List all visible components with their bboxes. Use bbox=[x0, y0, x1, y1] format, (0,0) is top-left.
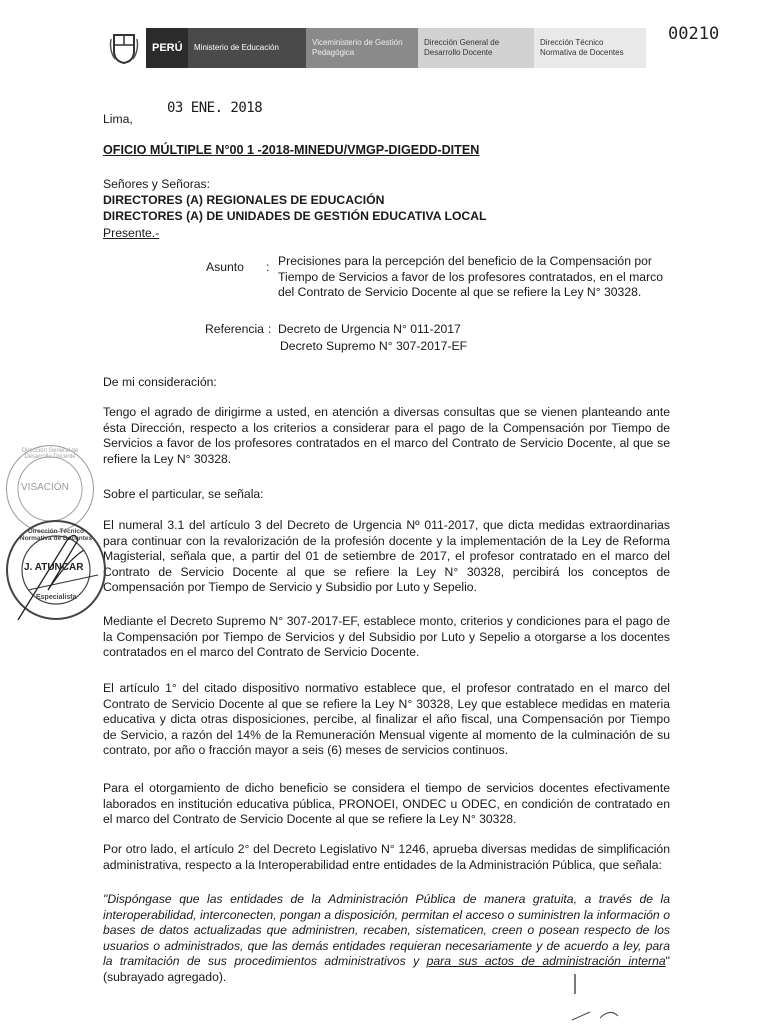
presente-label: Presente.- bbox=[103, 226, 160, 240]
quote-tail: " (subrayado agregado). bbox=[103, 954, 670, 984]
paragraph-1: Tengo el agrado de dirigirme a usted, en atención a diversas consultas que se vienen planteando ante ésta Dirección, respecto a los criterios a considerar para el pago de la Compensación por Tiempo de Servicios a favor de los profesores contratados en el marco del Contrato de Servicio Docente, al que se refiere la Ley N° 30328. bbox=[103, 405, 670, 466]
referencia-item-1: Decreto de Urgencia N° 011-2017 bbox=[278, 322, 461, 336]
referencia-label: Referencia bbox=[205, 322, 264, 336]
technical-direction-label: Dirección Técnico Normativa de Docentes bbox=[534, 28, 646, 68]
paragraph-4: Mediante el Decreto Supremo N° 307-2017-EF, establece monto, criterios y condiciones para el pago de la Compensación por Tiempo de Servicios y del Subsidio por Luto y Sepelio a otorgarse a los docentes contratados en el marco del Contrato de Servicio Docente. bbox=[103, 614, 670, 660]
recipient-2: DIRECTORES (A) DE UNIDADES DE GESTIÓN EDUCATIVA LOCAL bbox=[103, 209, 487, 223]
stamp-2-ring-text: Dirección Técnico Normativa de Docentes bbox=[19, 528, 93, 542]
coat-of-arms-icon bbox=[106, 28, 142, 68]
stamp-1-ring-text: Dirección General de Desarrollo Docente bbox=[21, 448, 79, 460]
asunto-text: Precisiones para la percepción del beneficio de la Compensación por Tiempo de Servicios a favor de los profesores contratados, en el marco del Contrato de Servicio Docente al que se refiere la Ley N° 30328. bbox=[278, 254, 663, 300]
signature-scribble bbox=[8, 520, 118, 630]
header-banner bbox=[106, 28, 646, 68]
direction-label: Dirección General de Desarrollo Docente bbox=[418, 28, 534, 68]
paragraph-6: Para el otorgamiento de dicho beneficio se considera el tiempo de servicios docentes efectivamente laborados en institución educativa pública, PRONOEI, ONDEC u ODEC, en condición de contratado en el marco del Contrato de Servicio Docente al que se refiere la Ley N° 30328. bbox=[103, 781, 670, 827]
recipient-1: DIRECTORES (A) REGIONALES DE EDUCACIÓN bbox=[103, 193, 385, 207]
paragraph-5: El artículo 1° del citado dispositivo normativo establece que, el profesor contratado en el marco del Contrato de Servicio Docente al que se refiere la Ley N° 30328, Ley que establece medidas en materia educativa y dicta otras disposiciones, percibe, al finalizar el año fiscal, una Compensación por Tiempo de Servicio, a razón del 14% de la Remuneración Mensual vigente al momento de la culminación de su contrato, por año o fracción mayor a seis (6) meses de servicios continuos. bbox=[103, 681, 670, 758]
stamp-1-inner: VISACIÓN bbox=[21, 482, 69, 493]
quote-main: "Dispóngase que las entidades de la Administración Pública de manera gratuita, a través de la interoperabilidad, interconecten, pongan a disposición, permitan el acceso o suministren la información o bases de datos actualizadas que administren, recaben, sistematicen, creen o posean respecto de los usuarios o administrados, que las demás entidades requieran necesariamente y de acuerdo a ley, para la tramitación de sus procedimientos administrativos y bbox=[103, 892, 670, 969]
paragraph-2: Sobre el particular, se señala: bbox=[103, 487, 264, 501]
quote-underlined: para sus actos de administración interna bbox=[426, 954, 666, 969]
referencia-colon: : bbox=[268, 322, 272, 336]
ministry-label: Ministerio de Educación bbox=[188, 28, 306, 68]
asunto-label: Asunto bbox=[206, 260, 244, 274]
date-stamp: 03 ENE. 2018 bbox=[167, 100, 263, 116]
handwritten-number: 00210 bbox=[668, 24, 720, 44]
bottom-scribble bbox=[560, 972, 640, 1024]
paragraph-7: Por otro lado, el artículo 2° del Decreto Legislativo N° 1246, aprueba diversas medidas de simplificación administrativa, respecto a la Interoperabilidad entre entidades de la Administración Pública, que señala: bbox=[103, 842, 670, 872]
viceministry-label: Viceministerio de Gestión Pedagógica bbox=[306, 28, 418, 68]
document-title: OFICIO MÚLTIPLE N°00 1 -2018-MINEDU/VMGP-DIGEDD-DITEN bbox=[103, 143, 480, 157]
country-label: PERÚ bbox=[146, 28, 188, 68]
place-label: Lima, bbox=[103, 112, 133, 126]
greeting: De mi consideración: bbox=[103, 375, 217, 389]
salutation: Señores y Señoras: bbox=[103, 177, 211, 191]
paragraph-3: El numeral 3.1 del artículo 3 del Decreto de Urgencia Nº 011-2017, que dicta medidas extraordinarias para continuar con la revalorización de la profesión docente y la implementación de la Ley de Reforma Magisterial, señala que, a partir del 01 de setiembre de 2017, el profesor contratado en el marco del Contrato de Servicio Docente al que se refiere la Ley N° 30328, percibirá los conceptos de Compensación por Tiempo de Servicio y Subsidio por Luto y Sepelio. bbox=[103, 518, 670, 595]
asunto-colon: : bbox=[266, 260, 270, 274]
stamp-2-name: J. ATUNCAR bbox=[24, 562, 84, 573]
stamp-2-role: Especialista bbox=[36, 594, 77, 601]
referencia-item-2: Decreto Supremo N° 307-2017-EF bbox=[280, 339, 468, 353]
